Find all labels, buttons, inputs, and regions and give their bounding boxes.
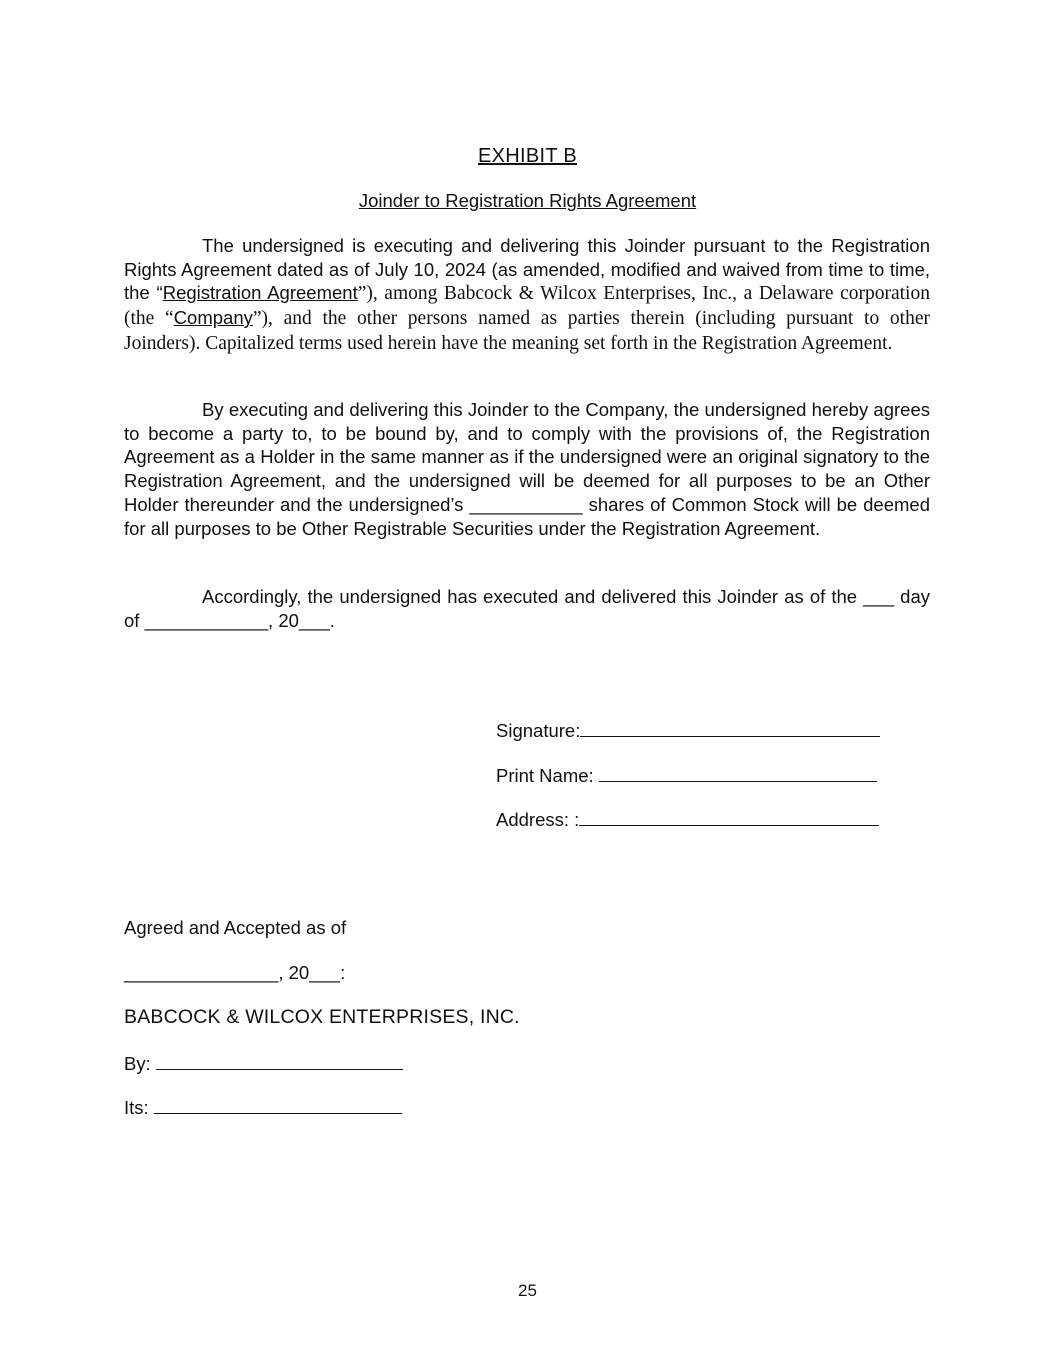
page-number: 25 bbox=[518, 1281, 537, 1300]
shares-blank: ___________ bbox=[469, 493, 583, 515]
paragraph2-text-b: shares of Common Stock will be deemed for all purposes to be Other Registrable Securities under the Registration Agreement. bbox=[124, 493, 930, 539]
signature-label: Signature: bbox=[496, 720, 581, 741]
address-field[interactable] bbox=[579, 807, 879, 826]
paragraph1-text-c: ”), and the other persons named as parties therein (including pursuant to other Joinders). Capitalized terms used herein have the meaning set forth in the Registration Agreement. bbox=[124, 308, 930, 354]
paragraph-execution-date bbox=[124, 585, 930, 632]
acceptance-date-row bbox=[124, 962, 345, 984]
its-label: Its: bbox=[124, 1097, 154, 1118]
paragraph3-text-d: . bbox=[329, 609, 335, 631]
paragraph-agreement-terms bbox=[124, 398, 930, 540]
paragraph3-text-a: Accordingly, the undersigned has executed and delivered this Joinder as of the bbox=[202, 586, 864, 607]
exhibit-subtitle: Joinder to Registration Rights Agreement bbox=[358, 190, 697, 211]
month-blank: ____________ bbox=[144, 609, 269, 631]
address-row bbox=[496, 807, 879, 831]
day-blank: ___ bbox=[863, 586, 895, 607]
paragraph3-text-c: , 20 bbox=[268, 609, 299, 631]
paragraph1-text-a: The undersigned is executing and delivering this Joinder pursuant to the Registration Rights Agreement dated as of July 10, 2024 (as amended, modified and waived from time to time, the “ bbox=[124, 235, 930, 304]
print-name-label: Print Name: bbox=[496, 765, 599, 786]
term-registration-agreement: Registration Agreement bbox=[162, 282, 358, 304]
agreed-accepted-label: Agreed and Accepted as of bbox=[124, 917, 347, 938]
paragraph2-text-a: By executing and delivering this Joinder to the Company, the undersigned hereby agrees to become a party to, to be bound by, and to comply with the provisions of, the Registration Agreement as a Holder in the same manner as if the undersigned were an original signatory to the Registration Agreement, and the undersigned will be deemed for all purposes to be an Other Holder thereunder and the undersigned’s bbox=[124, 399, 930, 515]
paragraph3-text-b: day of bbox=[124, 586, 931, 631]
by-field[interactable] bbox=[156, 1051, 403, 1070]
acceptance-date-suffix: , 20___: bbox=[278, 962, 346, 983]
acceptance-date-blank: _______________ bbox=[124, 962, 279, 983]
signature-row bbox=[496, 718, 880, 742]
address-label: Address: : bbox=[496, 809, 580, 830]
by-row bbox=[124, 1051, 403, 1075]
year-blank: ___ bbox=[298, 609, 330, 631]
print-name-field[interactable] bbox=[599, 763, 877, 782]
print-name-row bbox=[496, 763, 877, 787]
company-name: BABCOCK & WILCOX ENTERPRISES, INC. bbox=[124, 1006, 520, 1028]
term-company: Company bbox=[173, 307, 253, 329]
exhibit-title: EXHIBIT B bbox=[477, 145, 578, 167]
by-label: By: bbox=[124, 1053, 156, 1074]
its-field[interactable] bbox=[154, 1095, 402, 1114]
its-row bbox=[124, 1095, 402, 1119]
paragraph1-text-b: ”), among Babcock & Wilcox Enterprises, Inc., a Delaware corporation (the “ bbox=[124, 283, 930, 330]
signature-field[interactable] bbox=[580, 718, 880, 737]
paragraph-joinder-intro bbox=[124, 234, 930, 356]
